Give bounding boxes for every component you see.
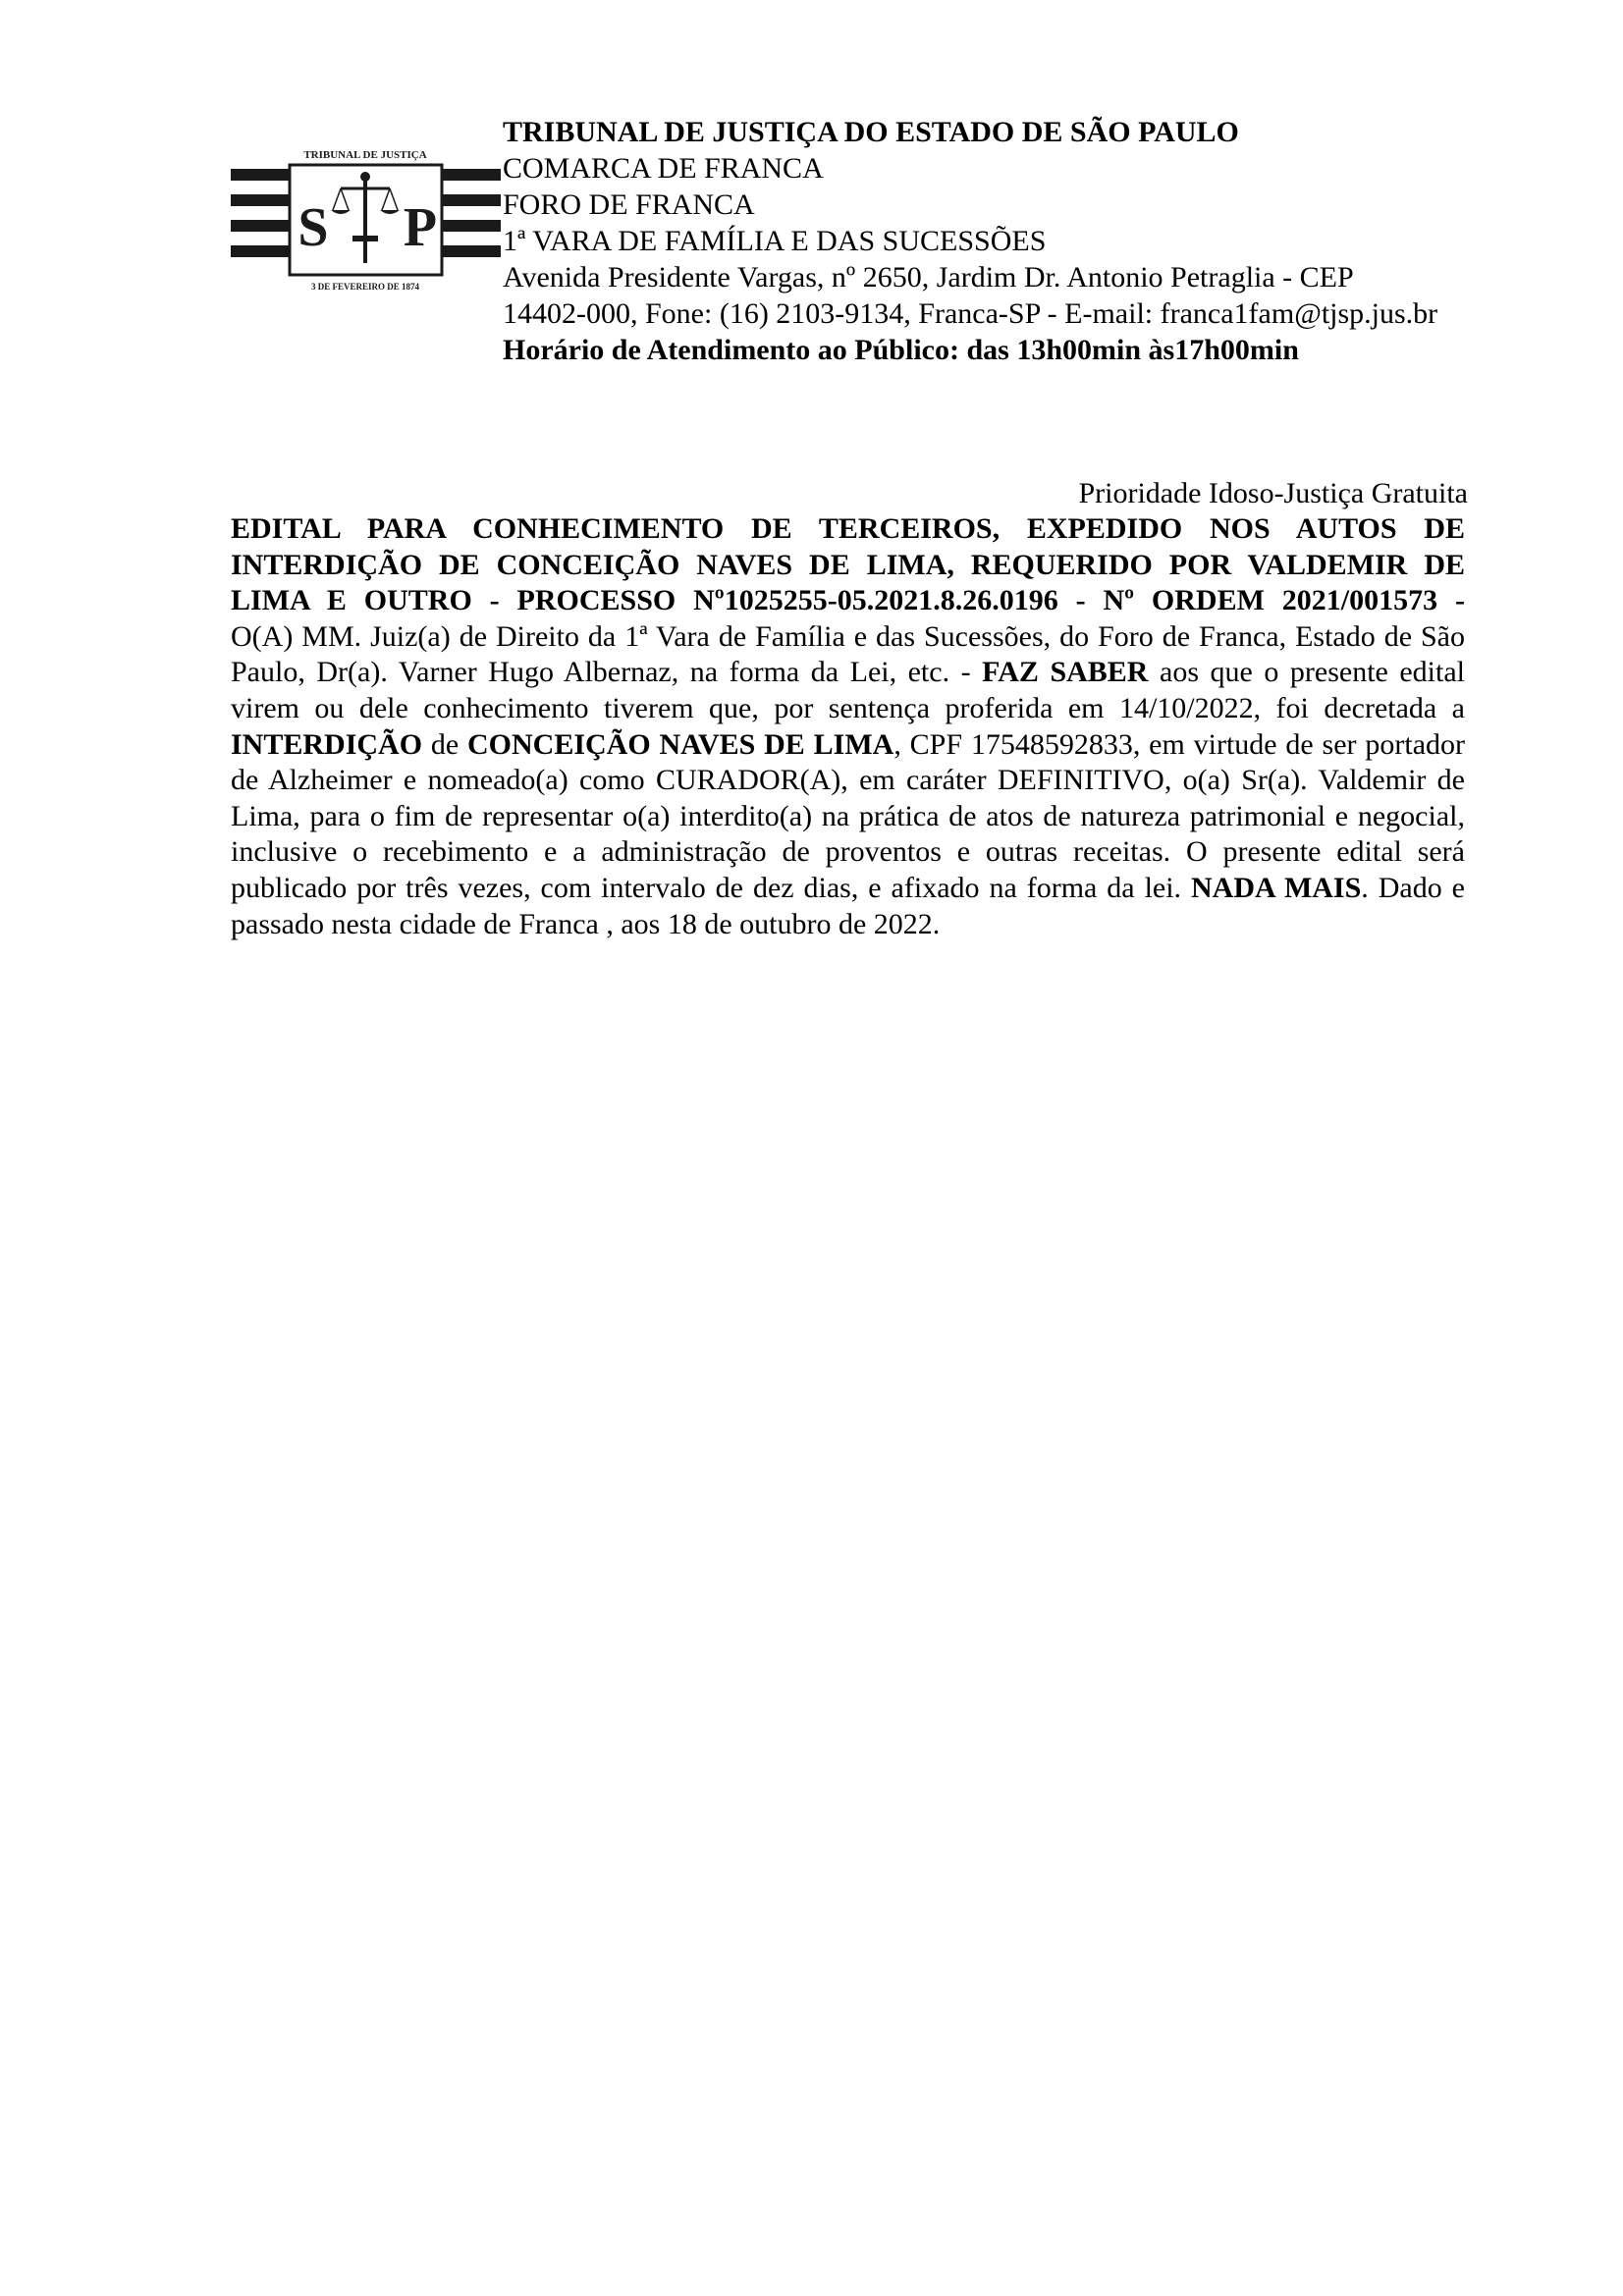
priority-note: Prioridade Idoso-Justiça Gratuita	[1078, 477, 1468, 509]
edital-body	[231, 511, 1465, 942]
court-header	[503, 114, 1485, 368]
interdicao: INTERDIÇÃO	[231, 727, 423, 761]
edital-text-b: aos que o presente edital virem ou dele conhecimento tiverem que, por sentença proferida em 14/10/2022, foi decretada a	[231, 656, 1466, 724]
logo-letter-s: S	[298, 197, 329, 258]
nada-mais: NADA MAIS	[1191, 871, 1362, 904]
edital-text-a: O(A) MM. Juiz(a) de Direito da 1ª Vara de Família e das Sucessões, do Foro de Franca, Estado de São Paulo, Dr(a). Varner Hugo Albernaz, na forma da Lei, etc. -	[231, 619, 1465, 689]
edital-title-line-1: EDITAL PARA CONHECIMENTO DE TERCEIROS, EXPEDIDO NOS AUTOS DE	[231, 512, 1465, 545]
court-seal-icon	[231, 137, 501, 294]
address-line-2: 14402-000, Fone: (16) 2103-9134, Franca-SP - E-mail: franca1fam@tjsp.jus.br	[503, 297, 1438, 330]
comarca: COMARCA DE FRANCA	[503, 152, 824, 185]
vara: 1ª VARA DE FAMÍLIA E DAS SUCESSÕES	[503, 225, 1047, 257]
interditado-nome: CONCEIÇÃO NAVES DE LIMA	[467, 727, 894, 761]
foro: FORO DE FRANCA	[503, 188, 755, 221]
logo-top-text: TRIBUNAL DE JUSTIÇA	[303, 149, 427, 161]
court-name: TRIBUNAL DE JUSTIÇA DO ESTADO DE SÃO PAULO	[503, 116, 1239, 148]
edital-title-line-3: LIMA E OUTRO - PROCESSO Nº1025255-05.2021.8.26.0196 - Nº ORDEM 2021/001573 -	[231, 584, 1465, 617]
edital-title-line-2: INTERDIÇÃO DE CONCEIÇÃO NAVES DE LIMA, REQUERIDO POR VALDEMIR DE	[231, 548, 1465, 581]
edital-paragraph	[231, 619, 1465, 942]
edital-text-e: . Dado e passado nesta cidade de Franca , aos 18 de outubro de 2022.	[231, 871, 1465, 940]
logo-letter-p: P	[403, 197, 438, 258]
logo-bottom-text: 3 DE FEVEREIRO DE 1874	[310, 282, 420, 292]
address-line-1: Avenida Presidente Vargas, nº 2650, Jardim Dr. Antonio Petraglia - CEP	[503, 261, 1354, 294]
edital-text-c: de	[422, 727, 467, 761]
court-logo	[231, 137, 501, 294]
faz-saber: FAZ SABER	[982, 656, 1149, 689]
office-hours: Horário de Atendimento ao Público: das 13h00min às17h00min	[503, 334, 1299, 366]
edital-text-d: , CPF 17548592833, em virtude de ser portador de Alzheimer e nomeado(a) como CURADOR(A), em caráter DEFINITIVO, o(a) Sr(a). Valdemir de Lima, para o fim de representar o(a) interdito(a) na prática de atos de natureza patrimonial e negocial, inclusive o recebimento e a administração de proventos e outras receitas. O presente edital será publicado por três vezes, com intervalo de dez dias, e afixado na forma da lei.	[231, 727, 1465, 904]
